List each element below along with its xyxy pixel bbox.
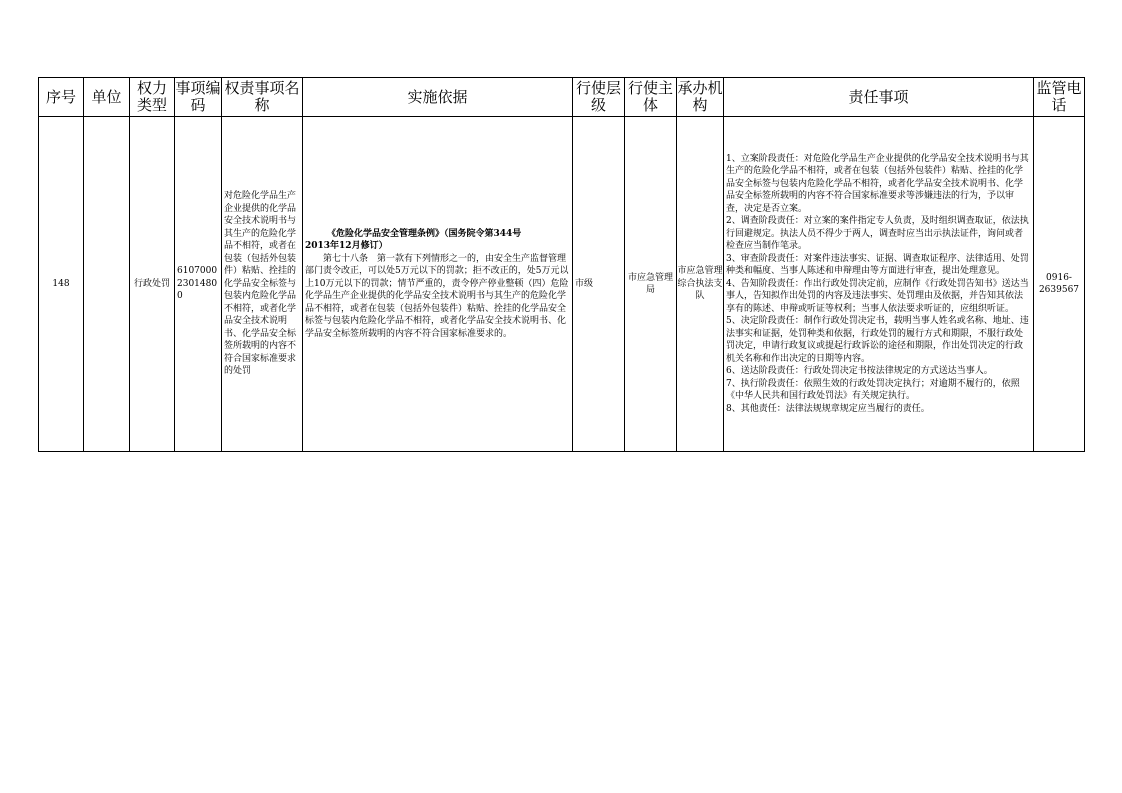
- responsibility-item: 7、执行阶段责任：依照生效的行政处罚决定执行；对逾期不履行的，依照《中华人民共和国行政处罚法》有关规定执行。: [726, 378, 1020, 402]
- cell-item-code: 610700023014800: [175, 117, 222, 452]
- header-row: [39, 78, 1085, 117]
- cell-responsibility: [724, 117, 1034, 452]
- responsibility-item: 4、告知阶段责任：作出行政处罚决定前，应制作《行政处罚告知书》送达当事人，告知拟作出处罚的内容及违法事实、处罚理由及依据，并告知其依法享有的陈述、申辩或听证等权利；当事人依法要求听证的，应组织听证。: [726, 278, 1029, 314]
- cell-phone: 0916-2639567: [1034, 117, 1085, 452]
- header-unit: 单位: [84, 78, 130, 117]
- header-phone: 监管电话: [1034, 78, 1085, 117]
- cell-subject: 市应急管理局: [625, 117, 677, 452]
- cell-level: 市级: [573, 117, 625, 452]
- header-responsibility: 责任事项: [724, 78, 1034, 117]
- basis-article: 第七十八条 第一款有下列情形之一的，由安全生产监督管理部门责令改正，可以处5万元以下的罚款；拒不改正的，处5万元以上10万元以下的罚款；情节严重的，责令停产停业整顿（四）危险化学品生产企业提供的化学品安全技术说明书与其生产的危险化学品不相符，或者在包装（包括外包装件）粘贴、拴挂的化学品安全标签与包装内危险化学品不相符，或者化学品安全技术说明书、化学品安全标签所载明的内容不符合国家标准要求的。: [305, 253, 569, 339]
- responsibility-item: 6、送达阶段责任：行政处罚决定书按法律规定的方式送达当事人。: [726, 366, 993, 377]
- cell-basis: [303, 117, 573, 452]
- header-agency: 承办机构: [677, 78, 724, 117]
- header-seq: 序号: [39, 78, 84, 117]
- responsibility-item: 1、立案阶段责任：对危险化学品生产企业提供的化学品安全技术说明书与其生产的危险化学品不相符，或者在包装（包括外包装件）粘贴、拴挂的化学品安全标签与包装内危险化学品不相符，或者化学品安全技术说明书、化学品安全标签所载明的内容不符合国家标准要求等涉嫌违法的行为，予以审查，决定是否立案。: [726, 153, 1029, 214]
- cell-seq: 148: [39, 117, 84, 452]
- power-list-table: [38, 77, 1085, 452]
- header-item-code: 事项编码: [175, 78, 222, 117]
- header-subject: 行使主体: [625, 78, 677, 117]
- header-item-name: 权责事项名称: [222, 78, 303, 117]
- responsibility-item: 3、审查阶段责任：对案件违法事实、证据、调查取证程序、法律适用、处罚种类和幅度、当事人陈述和申辩理由等方面进行审查，提出处理意见。: [726, 253, 1029, 277]
- responsibility-item: 5、决定阶段责任：制作行政处罚决定书，载明当事人姓名或名称、地址、违法事实和证据，处罚种类和依据，行政处罚的履行方式和期限，不服行政处罚决定，申请行政复议或提起行政诉讼的途径和期限，作出处罚决定的行政机关名称和作出决定的日期等内容。: [726, 316, 1029, 364]
- responsibility-item: 2、调查阶段责任：对立案的案件指定专人负责，及时组织调查取证，依法执行回避规定。执法人员不得少于两人，调查时应当出示执法证件，询问或者检查应当制作笔录。: [726, 216, 1029, 252]
- header-level: 行使层级: [573, 78, 625, 117]
- cell-power-type: 行政处罚: [130, 117, 175, 452]
- cell-unit: [84, 117, 130, 452]
- cell-agency: 市应急管理综合执法支队: [677, 117, 724, 452]
- basis-law-title-cont: 2013年12月修订）: [305, 241, 388, 252]
- responsibility-item: 8、其他责任：法律法规规章规定应当履行的责任。: [726, 403, 930, 414]
- header-basis: 实施依据: [303, 78, 573, 117]
- table-row: [39, 117, 1085, 452]
- basis-law-title: 《危险化学品安全管理条例》（国务院令第344号: [327, 228, 522, 239]
- cell-item-name: 对危险化学品生产企业提供的化学品安全技术说明书与其生产的危险化学品不相符，或者在包装（包括外包装件）粘贴、拴挂的化学品安全标签与包装内危险化学品不相符，或者化学品安全技术说明书、化学品安全标签所载明的内容不符合国家标准要求的处罚: [222, 117, 303, 452]
- header-power-type: 权力类型: [130, 78, 175, 117]
